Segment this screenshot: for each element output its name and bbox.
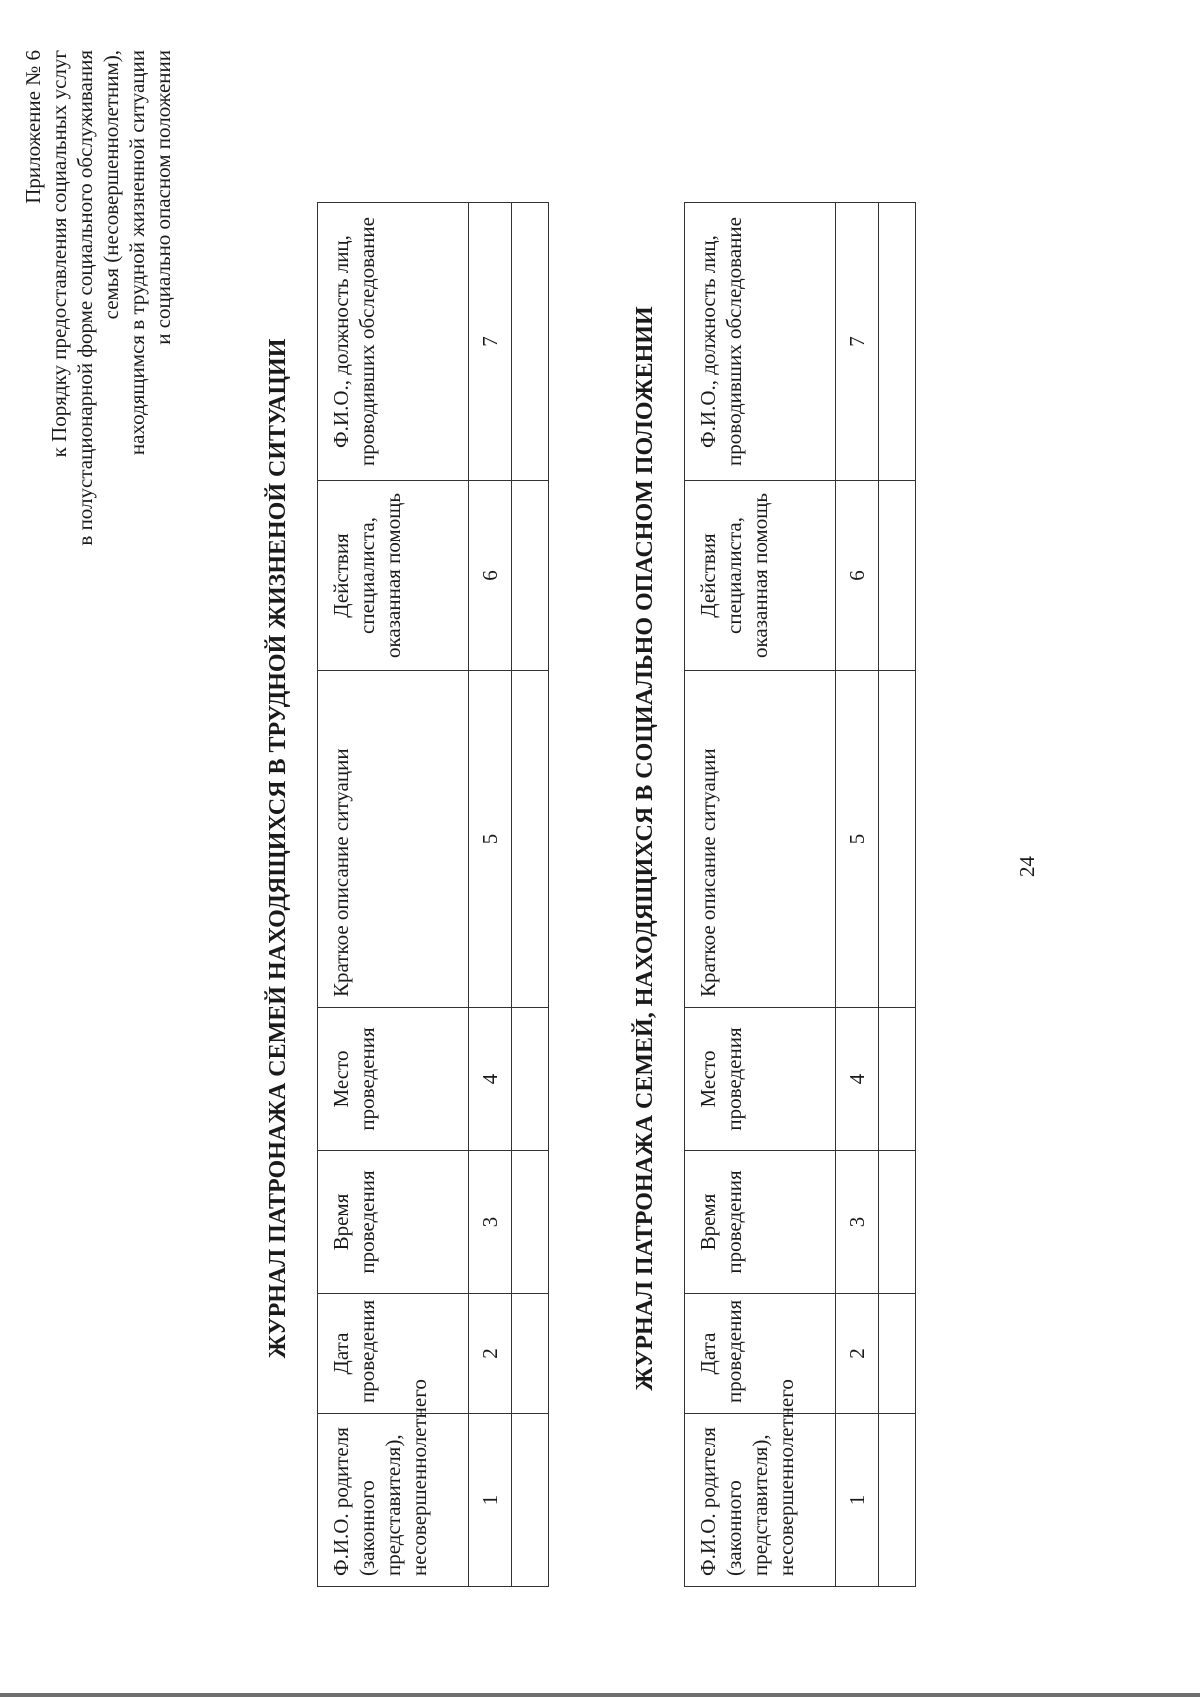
empty-entry-row: [512, 203, 549, 1587]
column-number: 7: [469, 203, 512, 481]
empty-cell: [879, 1294, 916, 1414]
header-cell: Дата проведения: [318, 1294, 469, 1414]
header-cell: Краткое описание ситуации: [685, 671, 836, 1008]
journal-table-socially-dangerous: [684, 202, 916, 1587]
empty-cell: [512, 203, 549, 481]
column-number: 5: [469, 671, 512, 1008]
page-number: 24: [1015, 856, 1039, 877]
header-cell: Действия специалиста, оказанная помощь: [318, 481, 469, 671]
appendix-line: и социально опасном положении: [151, 50, 175, 345]
appendix-line: семья (несовершеннолетним),: [99, 50, 123, 320]
empty-entry-row: [879, 203, 916, 1587]
empty-cell: [512, 671, 549, 1008]
table-header-row: [318, 203, 469, 1587]
column-number: 6: [469, 481, 512, 671]
header-cell: Место проведения: [318, 1008, 469, 1151]
journal-table-difficult-situation: [317, 202, 549, 1587]
empty-cell: [879, 1151, 916, 1294]
empty-cell: [512, 1414, 549, 1587]
empty-cell: [879, 481, 916, 671]
empty-cell: [879, 1008, 916, 1151]
header-cell: Ф.И.О., должность лиц, проводивших обследование: [685, 203, 836, 481]
header-cell: Действия специалиста, оказанная помощь: [685, 481, 836, 671]
column-number: 1: [469, 1414, 512, 1587]
empty-cell: [512, 1151, 549, 1294]
column-number: 2: [469, 1294, 512, 1414]
column-number: 5: [836, 671, 879, 1008]
header-cell: Ф.И.О. родителя (законного представителя), несовершеннолетнего: [318, 1414, 469, 1587]
appendix-line: Приложение № 6: [21, 50, 45, 204]
appendix-note: [20, 50, 176, 546]
journal-title-socially-dangerous: ЖУРНАЛ ПАТРОНАЖА СЕМЕЙ, НАХОДЯЩИХСЯ В СОЦИАЛЬНО ОПАСНОМ ПОЛОЖЕНИИ: [632, 306, 658, 1391]
header-cell: Время проведения: [685, 1151, 836, 1294]
column-number: 4: [469, 1008, 512, 1151]
header-cell: Дата проведения: [685, 1294, 836, 1414]
appendix-line: в полустационарной форме социального обслуживания: [73, 50, 97, 546]
column-number: 7: [836, 203, 879, 481]
column-number: 6: [836, 481, 879, 671]
appendix-line: к Порядку предоставления социальных услуг: [47, 50, 71, 458]
empty-cell: [879, 203, 916, 481]
header-cell: Краткое описание ситуации: [318, 671, 469, 1008]
header-cell: Ф.И.О. родителя (законного представителя), несовершеннолетнего: [685, 1414, 836, 1587]
header-cell: Время проведения: [318, 1151, 469, 1294]
appendix-line: находящимся в трудной жизненной ситуации: [125, 50, 149, 456]
column-number: 3: [836, 1151, 879, 1294]
header-cell: Место проведения: [685, 1008, 836, 1151]
header-cell: Ф.И.О., должность лиц, проводивших обследование: [318, 203, 469, 481]
column-number: 3: [469, 1151, 512, 1294]
empty-cell: [512, 1008, 549, 1151]
empty-cell: [879, 1414, 916, 1587]
column-number: 2: [836, 1294, 879, 1414]
table-header-row: [685, 203, 836, 1587]
empty-cell: [512, 481, 549, 671]
empty-cell: [879, 671, 916, 1008]
column-number-row: [469, 203, 512, 1587]
column-number: 4: [836, 1008, 879, 1151]
empty-cell: [512, 1294, 549, 1414]
column-number-row: [836, 203, 879, 1587]
column-number: 1: [836, 1414, 879, 1587]
journal-title-difficult-situation: ЖУРНАЛ ПАТРОНАЖА СЕМЕЙ НАХОДЯЩИХСЯ В ТРУДНОЙ ЖИЗНЕНОЙ СИТУАЦИИ: [265, 338, 291, 1359]
scan-edge-line: [0, 1693, 1200, 1697]
